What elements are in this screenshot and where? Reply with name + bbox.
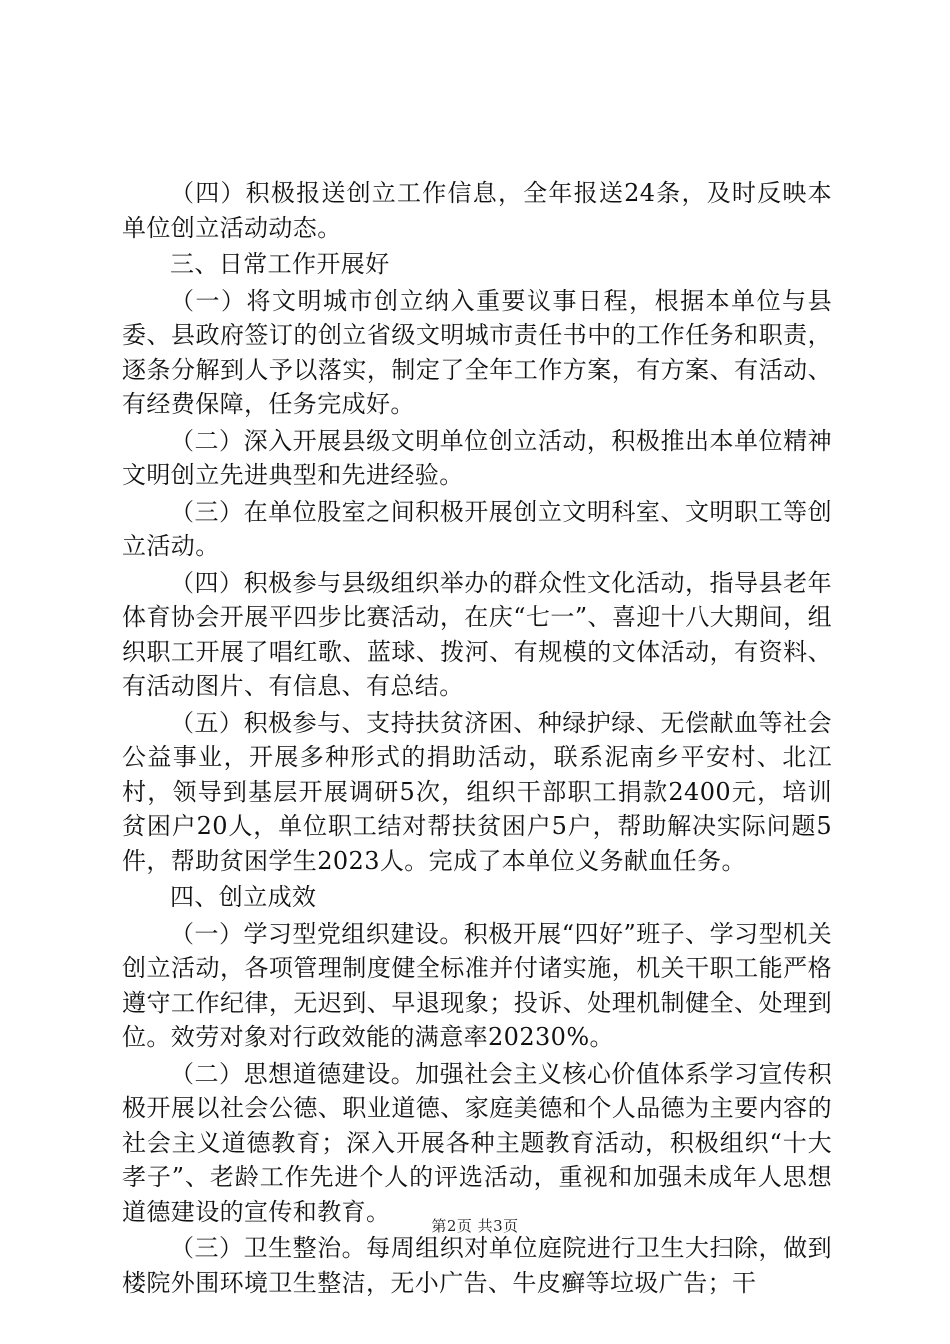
section-heading-daily-work: 三、日常工作开展好	[170, 250, 390, 278]
paragraph-cultural-activities: （四）积极参与县级组织举办的群众性文化活动，指导县老年体育协会开展平四步比赛活动，在庆“七一”、喜迎十八大期间，组织职工开展了唱红歌、蓝球、拨河、有规模的文体活动，有资料、有活动图片、有信息、有总结。	[122, 568, 832, 700]
paragraph-agenda: （一）将文明城市创立纳入重要议事日程，根据本单位与县委、县政府签订的创立省级文明城市责任书中的工作任务和职责，逐条分解到人予以落实，制定了全年工作方案，有方案、有活动、有经费保障，任务完成好。	[122, 286, 832, 418]
paragraph-public-welfare: （五）积极参与、支持扶贫济困、种绿护绿、无偿献血等社会公益事业，开展多种形式的捐助活动，联系泥南乡平安村、北江村，领导到基层开展调研5次，组织干部职工捐款2400元，培训贫困户20人，单位职工结对帮扶贫困户5户，帮助解决实际问题5件，帮助贫困学生2023人。完成了本单位义务献血任务。	[122, 708, 832, 875]
paragraph-party-organization: （一）学习型党组织建设。积极开展“四好”班子、学习型机关创立活动，各项管理制度健全标准并付诸实施，机关干职工能严格遵守工作纪律，无迟到、早退现象；投诉、处理机制健全、处理到位。效劳对象对行政效能的满意率20230%。	[122, 919, 832, 1051]
paragraph-county-civilized-unit: （二）深入开展县级文明单位创立活动，积极推出本单位精神文明创立先进典型和先进经验。	[122, 426, 832, 489]
paragraph-department-activities: （三）在单位股室之间积极开展创立文明科室、文明职工等创立活动。	[122, 497, 832, 560]
page-footer: 第2页 共3页	[431, 1217, 519, 1235]
section-heading-results: 四、创立成效	[170, 883, 317, 911]
paragraph-moral-construction: （二）思想道德建设。加强社会主义核心价值体系学习宣传积极开展以社会公德、职业道德、家庭美德和个人品德为主要内容的社会主义道德教育；深入开展各种主题教育活动，积极组织“十大孝子”、老龄工作先进个人的评选活动，重视和加强未成年人思想道德建设的宣传和教育。	[122, 1059, 832, 1226]
document-body	[122, 176, 832, 1302]
paragraph-report-info: （四）积极报送创立工作信息，全年报送24条，及时反映本单位创立活动动态。	[122, 179, 832, 242]
paragraph-sanitation: （三）卫生整治。每周组织对单位庭院进行卫生大扫除，做到楼院外围环境卫生整洁，无小广告、牛皮癣等垃圾广告；干	[122, 1234, 832, 1297]
